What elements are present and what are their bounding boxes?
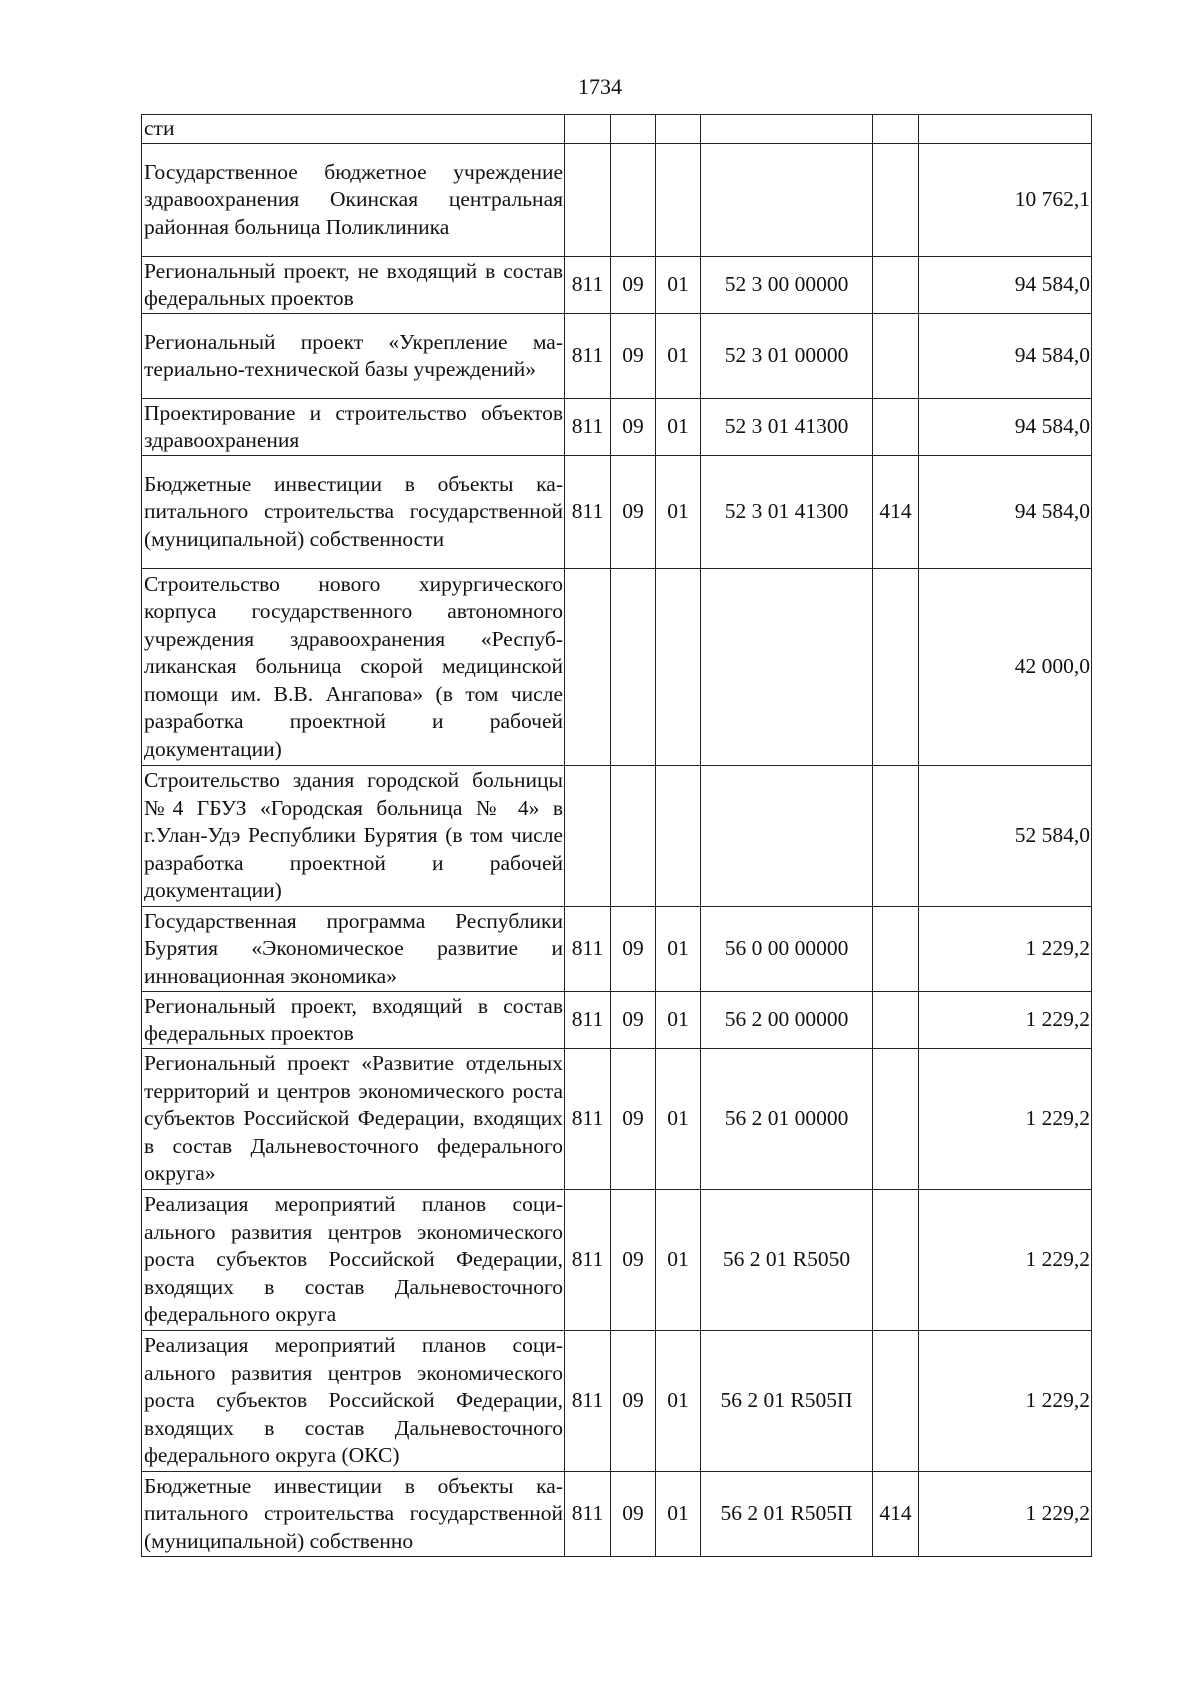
table-row: [142, 144, 1092, 257]
row-gr-code: [565, 766, 611, 907]
row-amount: 1 229,2: [919, 992, 1092, 1049]
page-number: 1734: [578, 74, 622, 99]
row-name: Проектирование и строительство объектов здравоохранения: [142, 399, 565, 456]
row-expense-type: [873, 1049, 919, 1190]
row-subsection-code: 01: [656, 1472, 701, 1557]
row-target-article: 52 3 00 00000: [701, 257, 873, 314]
row-subsection-code: 01: [656, 1331, 701, 1472]
row-expense-type: 414: [873, 1472, 919, 1557]
row-expense-type: 414: [873, 456, 919, 569]
row-section-code: [611, 569, 656, 766]
row-gr-code: 811: [565, 257, 611, 314]
table-row: [142, 399, 1092, 456]
row-amount: 1 229,2: [919, 1472, 1092, 1557]
table-row: [142, 1331, 1092, 1472]
row-section-code: 09: [611, 1331, 656, 1472]
row-subsection-code: 01: [656, 992, 701, 1049]
row-target-article: 52 3 01 41300: [701, 399, 873, 456]
table-row: [142, 456, 1092, 569]
row-expense-type: [873, 569, 919, 766]
row-subsection-code: [656, 115, 701, 144]
row-subsection-code: [656, 144, 701, 257]
row-amount: 1 229,2: [919, 907, 1092, 992]
row-section-code: 09: [611, 1049, 656, 1190]
row-name: Государственная программа Республики Бурятия «Экономическое развитие и инновационная экономика»: [142, 907, 565, 992]
row-subsection-code: 01: [656, 399, 701, 456]
row-section-code: [611, 115, 656, 144]
row-name: Региональный проект, входящий в состав федеральных проектов: [142, 992, 565, 1049]
row-amount: 1 229,2: [919, 1049, 1092, 1190]
row-name: Реализация мероприятий планов социального развития центров экономического роста субъектов Российской Федерации, входящих в состав Дальневосточного федерального округа: [142, 1190, 565, 1331]
row-gr-code: 811: [565, 1049, 611, 1190]
row-amount: 94 584,0: [919, 399, 1092, 456]
row-amount: 94 584,0: [919, 456, 1092, 569]
row-expense-type: [873, 992, 919, 1049]
row-gr-code: [565, 115, 611, 144]
row-amount: 52 584,0: [919, 766, 1092, 907]
row-section-code: 09: [611, 992, 656, 1049]
row-target-article: 56 2 00 00000: [701, 992, 873, 1049]
row-target-article: 56 2 01 R505П: [701, 1472, 873, 1557]
row-target-article: [701, 766, 873, 907]
row-subsection-code: [656, 766, 701, 907]
table-row: [142, 115, 1092, 144]
table-row: [142, 314, 1092, 399]
row-expense-type: [873, 144, 919, 257]
row-target-article: 52 3 01 41300: [701, 456, 873, 569]
row-expense-type: [873, 314, 919, 399]
row-expense-type: [873, 1331, 919, 1472]
row-subsection-code: 01: [656, 257, 701, 314]
table-row: [142, 257, 1092, 314]
row-expense-type: [873, 1190, 919, 1331]
row-expense-type: [873, 907, 919, 992]
row-amount: 1 229,2: [919, 1190, 1092, 1331]
row-amount: 94 584,0: [919, 257, 1092, 314]
row-section-code: 09: [611, 399, 656, 456]
row-name: Региональный проект «Укрепление материально-технической базы учреждений»: [142, 314, 565, 399]
row-gr-code: 811: [565, 314, 611, 399]
row-name: Строительство нового хирургического корпуса государственного автономного учреждения здравоохранения «Республиканская больница скорой медицинской помощи им. В.В. Ангапова» (в том числе разработка проектной и рабочей документации): [142, 569, 565, 766]
row-section-code: 09: [611, 257, 656, 314]
row-gr-code: 811: [565, 992, 611, 1049]
row-gr-code: 811: [565, 1472, 611, 1557]
row-subsection-code: 01: [656, 907, 701, 992]
row-gr-code: 811: [565, 1331, 611, 1472]
row-target-article: 56 2 01 R505П: [701, 1331, 873, 1472]
row-section-code: [611, 766, 656, 907]
row-name: Государственное бюджетное учреждение здравоохранения Окинская центральная районная больница Поликлиника: [142, 144, 565, 257]
row-gr-code: 811: [565, 1190, 611, 1331]
table-row: [142, 992, 1092, 1049]
row-expense-type: [873, 766, 919, 907]
row-subsection-code: [656, 569, 701, 766]
row-name: сти: [142, 115, 565, 144]
row-target-article: [701, 115, 873, 144]
row-section-code: 09: [611, 314, 656, 399]
row-name: Региональный проект, не входящий в состав федеральных проектов: [142, 257, 565, 314]
row-expense-type: [873, 115, 919, 144]
row-amount: 94 584,0: [919, 314, 1092, 399]
row-name: Реализация мероприятий планов социального развития центров экономического роста субъектов Российской Федерации, входящих в состав Дальневосточного федерального округа (ОКС): [142, 1331, 565, 1472]
row-target-article: [701, 144, 873, 257]
budget-table: [141, 114, 1092, 1557]
row-section-code: [611, 144, 656, 257]
row-name: Бюджетные инвестиции в объекты капитального строительства государственной (муниципальной) собственности: [142, 456, 565, 569]
row-subsection-code: 01: [656, 1049, 701, 1190]
row-expense-type: [873, 399, 919, 456]
row-target-article: 52 3 01 00000: [701, 314, 873, 399]
row-gr-code: [565, 569, 611, 766]
row-section-code: 09: [611, 1472, 656, 1557]
row-amount: 42 000,0: [919, 569, 1092, 766]
row-name: Региональный проект «Развитие отдельных территорий и центров экономического роста субъектов Российской Федерации, входящих в состав Дальневосточного федерального округа»: [142, 1049, 565, 1190]
row-target-article: 56 0 00 00000: [701, 907, 873, 992]
table-row: [142, 1472, 1092, 1557]
row-expense-type: [873, 257, 919, 314]
row-gr-code: 811: [565, 907, 611, 992]
row-section-code: 09: [611, 1190, 656, 1331]
table-row: [142, 569, 1092, 766]
row-subsection-code: 01: [656, 314, 701, 399]
row-amount: 1 229,2: [919, 1331, 1092, 1472]
row-amount: [919, 115, 1092, 144]
row-gr-code: [565, 144, 611, 257]
row-section-code: 09: [611, 456, 656, 569]
row-target-article: 56 2 01 00000: [701, 1049, 873, 1190]
row-name: Строительство здания городской больницы №4 ГБУЗ «Городская больница № 4» в г.Улан-Удэ Республики Бурятия (в том числе разработка проектной и рабочей документации): [142, 766, 565, 907]
row-name: Бюджетные инвестиции в объекты капитального строительства государственной (муниципальной) собственно: [142, 1472, 565, 1557]
table-row: [142, 1049, 1092, 1190]
row-target-article: 56 2 01 R5050: [701, 1190, 873, 1331]
row-gr-code: 811: [565, 456, 611, 569]
table-row: [142, 1190, 1092, 1331]
row-gr-code: 811: [565, 399, 611, 456]
row-subsection-code: 01: [656, 1190, 701, 1331]
row-amount: 10 762,1: [919, 144, 1092, 257]
table-row: [142, 766, 1092, 907]
row-subsection-code: 01: [656, 456, 701, 569]
row-section-code: 09: [611, 907, 656, 992]
row-target-article: [701, 569, 873, 766]
table-row: [142, 907, 1092, 992]
